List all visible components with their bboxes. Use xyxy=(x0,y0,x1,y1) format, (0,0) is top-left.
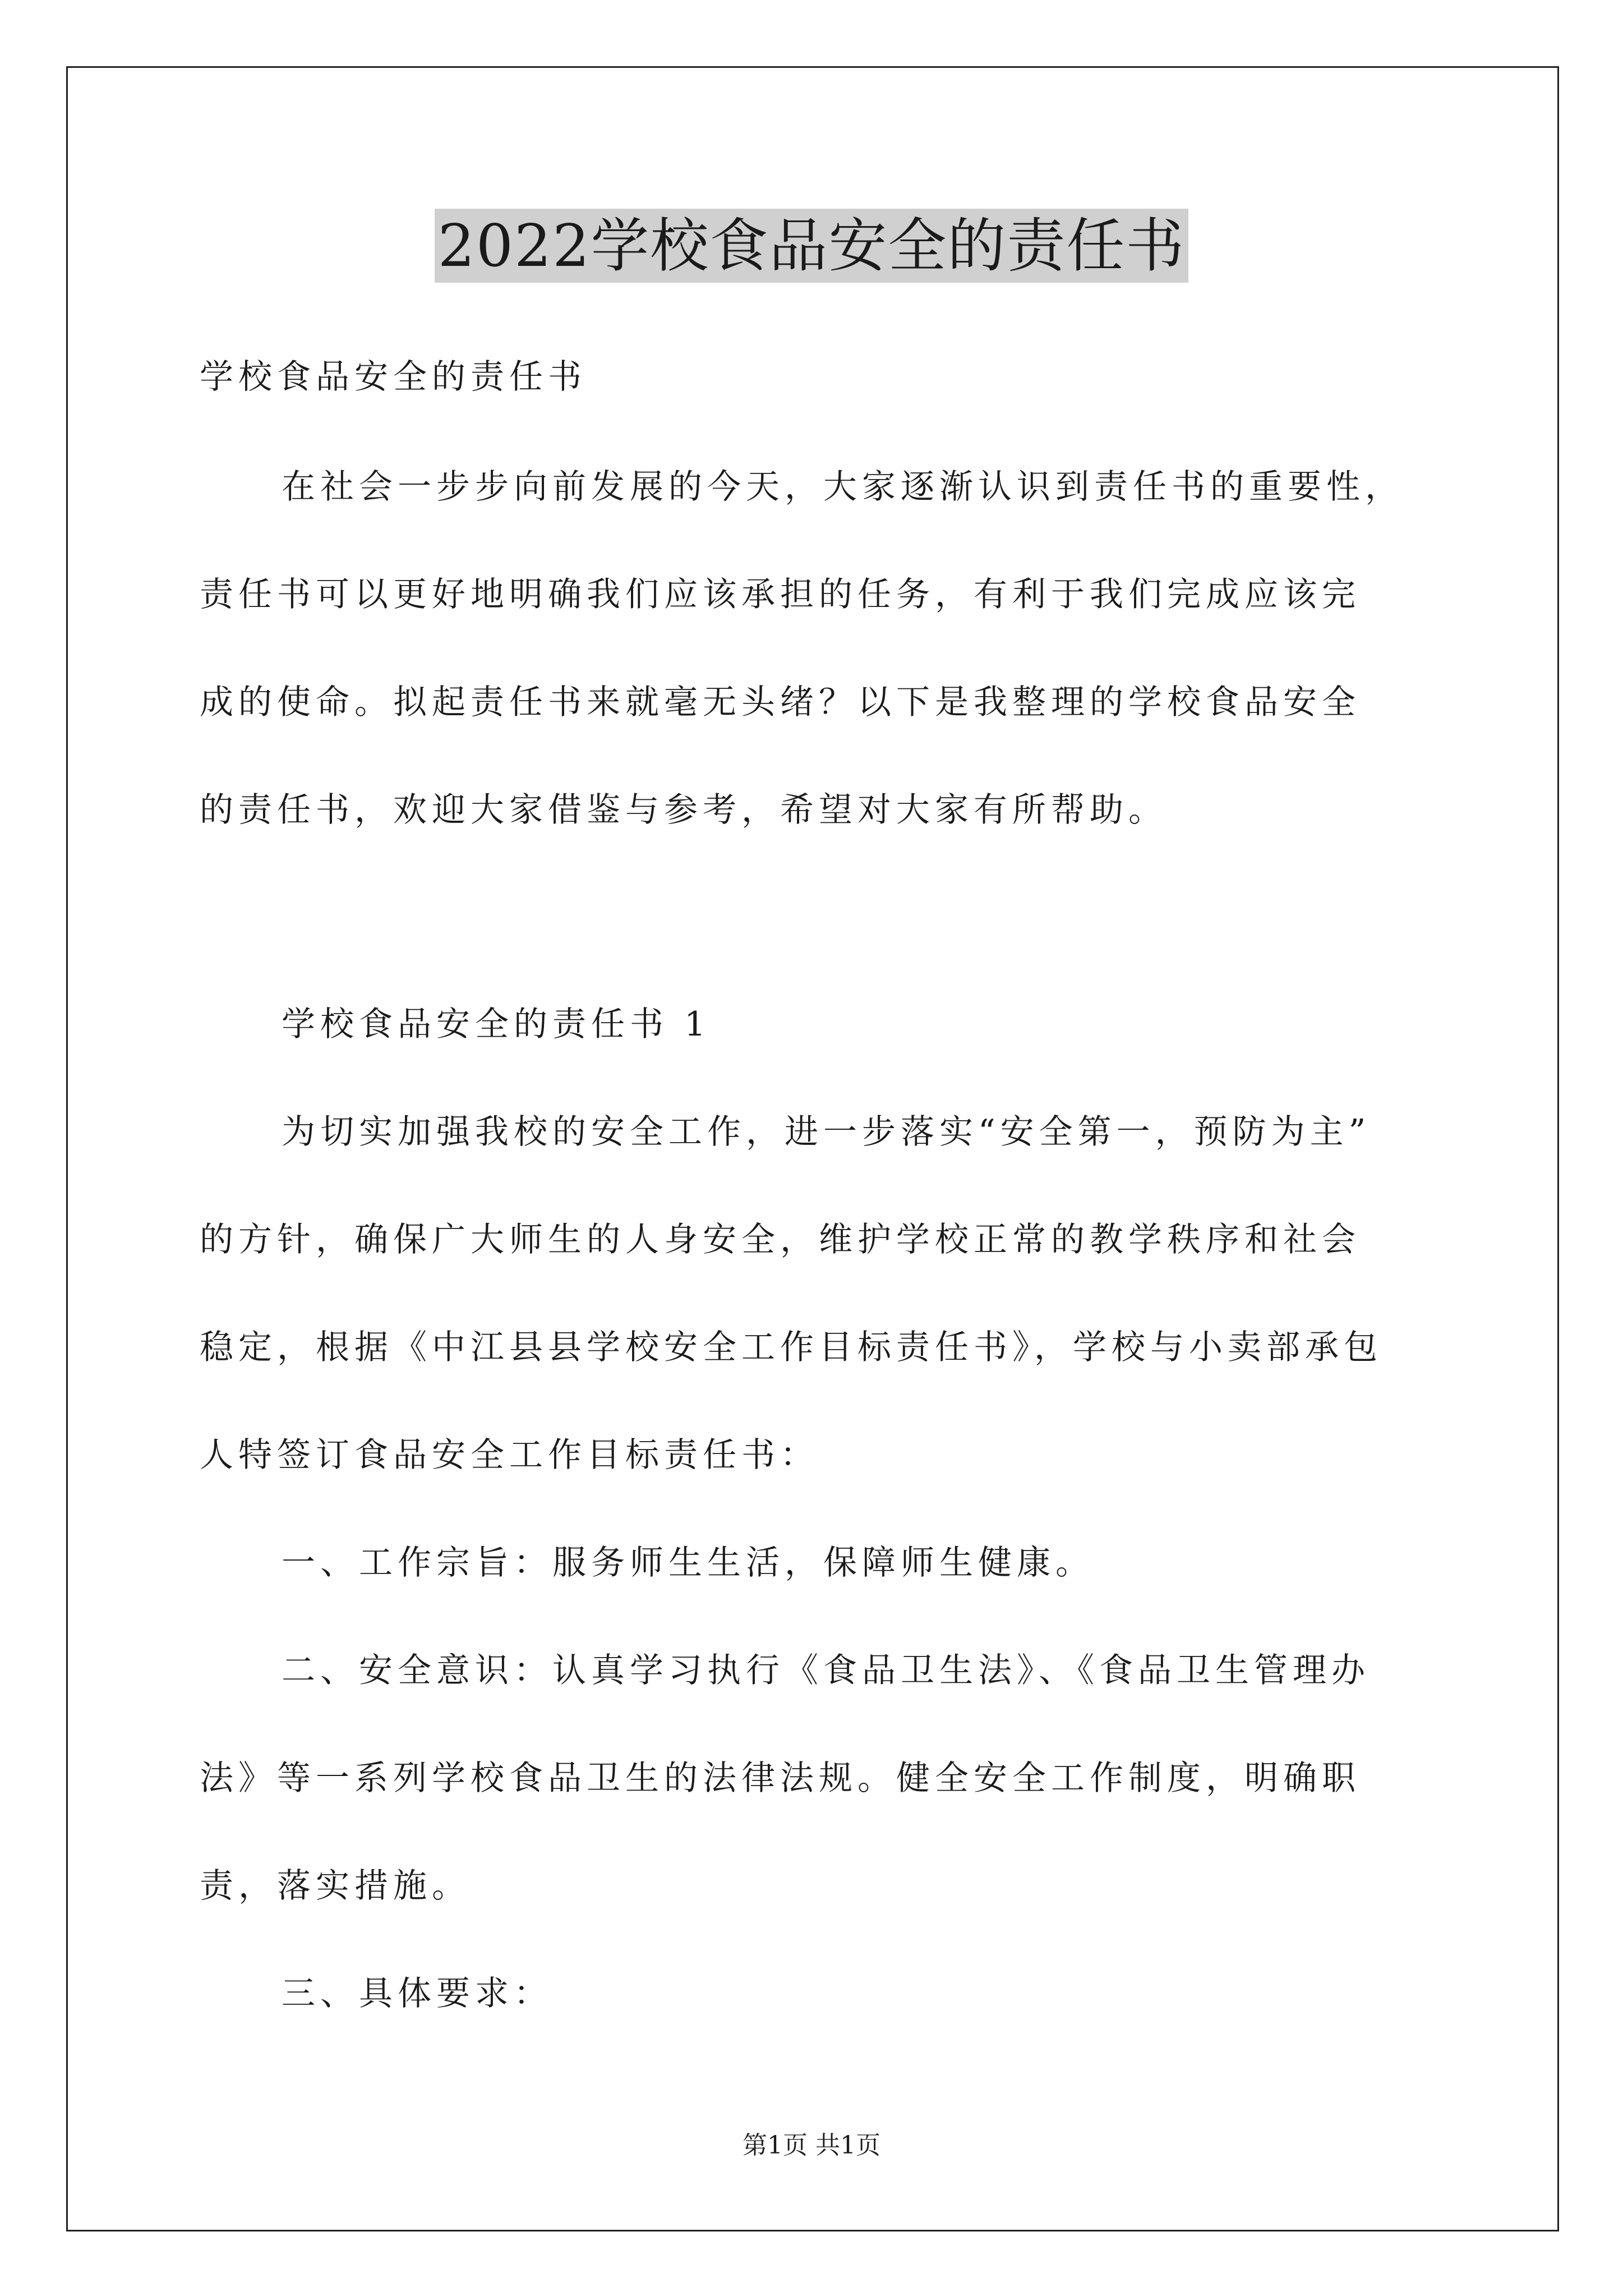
intro-line-2: 责任书可以更好地明确我们应该承担的任务，有利于我们完成应该完 xyxy=(200,575,1361,614)
body-line-3: 稳定，根据《中江县县学校安全工作目标责任书》，学校与小卖部承包 xyxy=(200,1328,1382,1367)
body-line-5: 一、工作宗旨：服务师生生活，保障师生健康。 xyxy=(282,1543,1094,1582)
intro-line-3: 成的使命。拟起责任书来就毫无头绪？以下是我整理的学校食品安全 xyxy=(200,683,1361,722)
intro-line-4: 的责任书，欢迎大家借鉴与参考，希望对大家有所帮助。 xyxy=(200,790,1167,830)
body-line-4: 人特签订食品安全工作目标责任书： xyxy=(200,1435,819,1475)
document-subtitle: 学校食品安全的责任书 xyxy=(200,357,587,397)
body-line-8: 责，落实措施。 xyxy=(200,1866,471,1906)
body-line-1: 为切实加强我校的安全工作，进一步落实“安全第一，预防为主” xyxy=(282,1112,1371,1152)
section-heading: 学校食品安全的责任书 1 xyxy=(282,1005,711,1044)
body-line-7: 法》等一系列学校食品卫生的法律法规。健全安全工作制度，明确职 xyxy=(200,1759,1361,1798)
body-line-6: 二、安全意识：认真学习执行《食品卫生法》、《食品卫生管理办 xyxy=(282,1651,1370,1690)
intro-line-1: 在社会一步步向前发展的今天，大家逐渐认识到责任书的重要性， xyxy=(282,467,1404,507)
body-line-9: 三、具体要求： xyxy=(282,1974,552,2013)
body-line-2: 的方针，确保广大师生的人身安全，维护学校正常的教学秩序和社会 xyxy=(200,1220,1361,1259)
document-title-text: 2022学校食品安全的责任书 xyxy=(435,209,1189,283)
page-number-footer: 第1页 共1页 xyxy=(743,2131,880,2160)
document-title xyxy=(0,209,1623,283)
